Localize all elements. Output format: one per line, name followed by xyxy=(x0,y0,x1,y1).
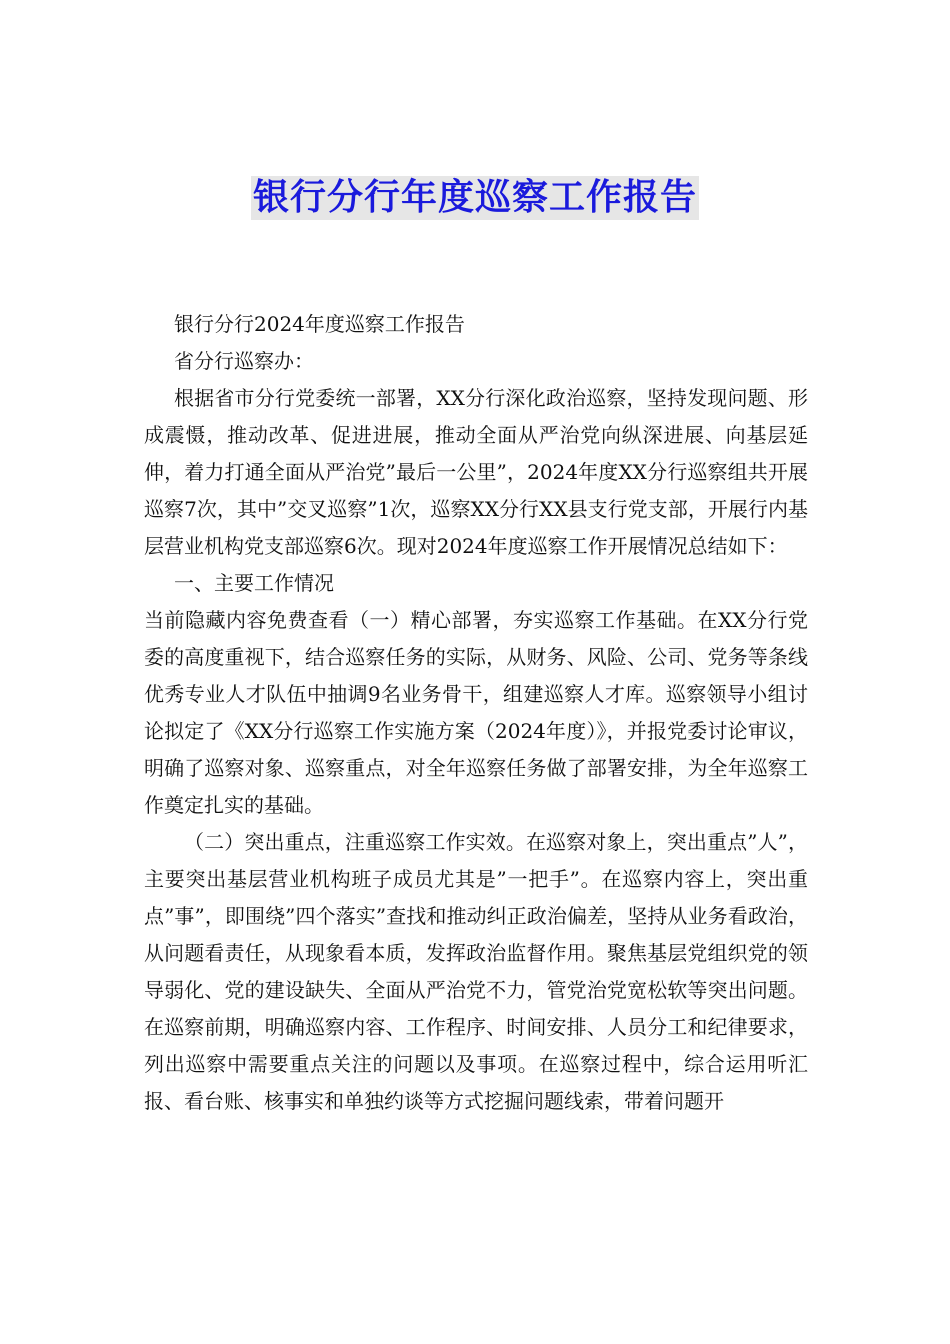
addressee-line: 省分行巡察办： xyxy=(174,349,314,373)
title-block xyxy=(0,176,950,220)
paragraph-focus: （二）突出重点，注重巡察工作实效。在巡察对象上，突出重点”人”，主要突出基层营业机构班子成员尤其是”一把手”。在巡察内容上，突出重点”事”，即围绕”四个落实”查找和推动纠正政治偏差，坚持从业务看政治，从问题看责任，从现象看本质，发挥政治监督作用。聚焦基层党组织党的领导弱化、党的建设缺失、全面从严治党不力，管党治党宽松软等突出问题。在巡察前期，明确巡察内容、工作程序、时间安排、人员分工和纪律要求，列出巡察中需要重点关注的问题以及事项。在巡察过程中，综合运用听汇报、看台账、核事实和单独约谈等方式挖掘问题线索，带着问题开 xyxy=(144,830,808,1113)
report-heading-line: 银行分行2024年度巡察工作报告 xyxy=(174,312,465,336)
paragraph-deployment: 当前隐藏内容免费查看（一）精心部署，夯实巡察工作基础。在XX分行党委的高度重视下，结合巡察任务的实际，从财务、风险、公司、党务等条线优秀专业人才队伍中抽调9名业务骨干，组建巡察人才库。巡察领导小组讨论拟定了《XX分行巡察工作实施方案（2024年度）》，并报党委讨论审议，明确了巡察对象、巡察重点，对全年巡察任务做了部署安排，为全年巡察工作奠定扎实的基础。 xyxy=(144,608,808,817)
section-heading: 一、主要工作情况 xyxy=(174,571,334,595)
document-title: 银行分行年度巡察工作报告 xyxy=(252,177,697,218)
document-body xyxy=(144,306,808,1120)
intro-paragraph: 根据省市分行党委统一部署，XX分行深化政治巡察，坚持发现问题、形成震慑，推动改革、促进进展，推动全面从严治党向纵深进展、向基层延伸，着力打通全面从严治党”最后一公里”，2024年度XX分行巡察组共开展巡察7次，其中”交叉巡察”1次，巡察XX分行XX县支行党支部，开展行内基层营业机构党支部巡察6次。现对2024年度巡察工作开展情况总结如下： xyxy=(144,386,808,558)
